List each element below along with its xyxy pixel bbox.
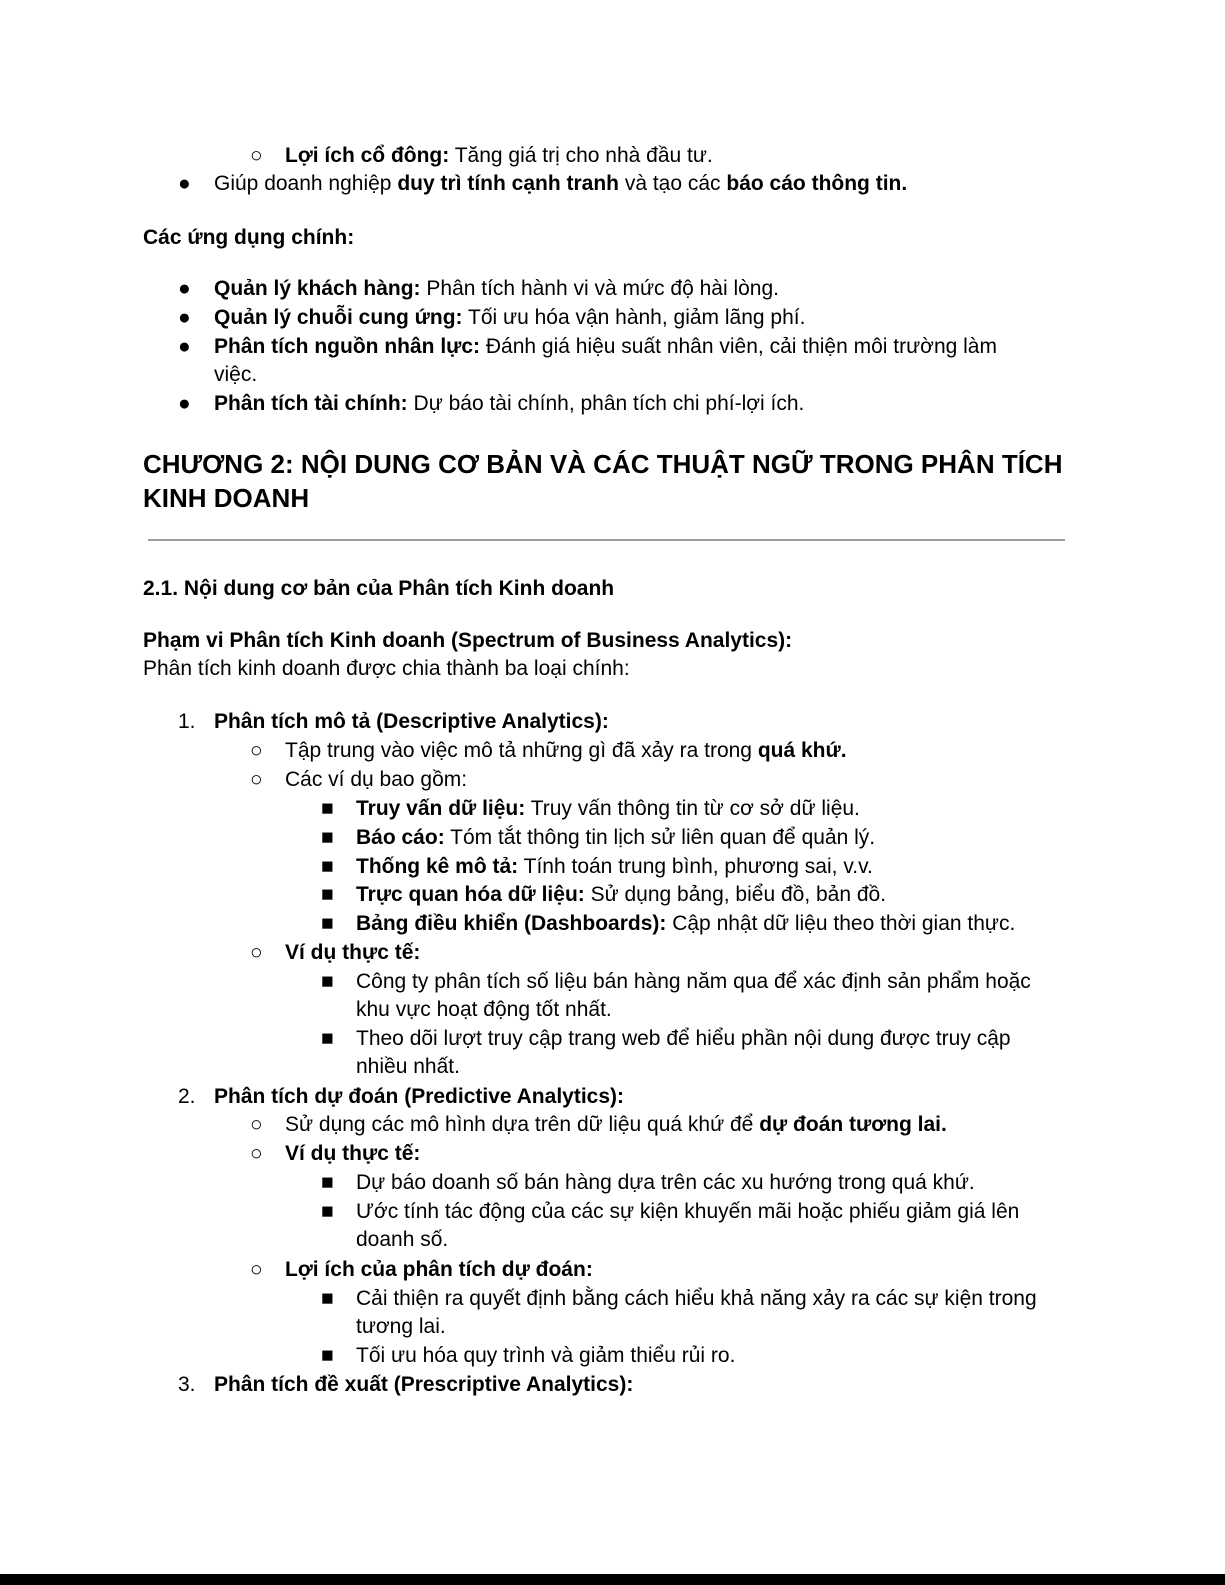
square-bullet-icon: ■ <box>321 855 334 878</box>
spectrum-intro: Phân tích kinh doanh được chia thành ba loại chính: <box>143 657 630 680</box>
example-item <box>356 795 860 823</box>
hollow-bullet-icon: ○ <box>250 1258 263 1281</box>
realworld-item-line: Dự báo doanh số bán hàng dựa trên các xu hướng trong quá khứ. <box>356 1171 975 1194</box>
term-description: Sử dụng bảng, biểu đồ, bản đồ. <box>584 883 887 906</box>
descriptive-title: Phân tích mô tả (Descriptive Analytics): <box>214 710 609 733</box>
list-number: 1. <box>178 710 196 733</box>
term-label: Lợi ích cổ đông: <box>285 144 450 167</box>
term-label: Báo cáo: <box>356 826 445 849</box>
bold-fragment: dự đoán tương lai. <box>759 1113 947 1136</box>
term-description: Tối ưu hóa vận hành, giảm lãng phí. <box>462 306 806 329</box>
hollow-bullet-icon: ○ <box>250 768 263 791</box>
bullet-icon: ● <box>178 277 191 300</box>
descriptive-examples-label: Các ví dụ bao gồm: <box>285 768 468 791</box>
term-description: Phân tích hành vi và mức độ hài lòng. <box>420 277 779 300</box>
example-item <box>356 910 1015 938</box>
term-label: Phân tích tài chính: <box>214 392 408 415</box>
term-label: Trực quan hóa dữ liệu: <box>356 883 585 906</box>
predictive-use <box>285 1111 947 1139</box>
hollow-bullet-icon: ○ <box>250 144 263 167</box>
chapter-heading-line-1: CHƯƠNG 2: NỘI DUNG CƠ BẢN VÀ CÁC THUẬT NGỮ TRONG PHÂN TÍCH <box>143 449 1063 479</box>
term-label: Bảng điều khiển (Dashboards): <box>356 912 667 935</box>
realworld-item-line: khu vực hoạt động tốt nhất. <box>356 998 612 1021</box>
realworld-item-line: Theo dõi lượt truy cập trang web để hiểu phần nội dung được truy cập <box>356 1027 1011 1050</box>
list-item-shareholder-benefit <box>285 142 713 170</box>
term-label: Thống kê mô tả: <box>356 855 519 878</box>
term-label: Quản lý chuỗi cung ứng: <box>214 306 463 329</box>
term-description: Truy vấn thông tin từ cơ sở dữ liệu. <box>525 797 860 820</box>
section-title: 2.1. Nội dung cơ bản của Phân tích Kinh doanh <box>143 577 615 600</box>
hollow-bullet-icon: ○ <box>250 739 263 762</box>
bold-fragment: báo cáo thông tin. <box>726 172 908 195</box>
spectrum-title: Phạm vi Phân tích Kinh doanh (Spectrum of Business Analytics): <box>143 629 793 652</box>
square-bullet-icon: ■ <box>321 1287 334 1310</box>
bullet-icon: ● <box>178 392 191 415</box>
predictive-title: Phân tích dự đoán (Predictive Analytics): <box>214 1085 625 1108</box>
realworld-item-line: doanh số. <box>356 1228 449 1251</box>
term-label: Phân tích nguồn nhân lực: <box>214 335 481 358</box>
term-description: Đánh giá hiệu suất nhân viên, cải thiện môi trường làm <box>480 335 997 358</box>
application-item-finance <box>214 390 804 418</box>
term-description: Tóm tắt thông tin lịch sử liên quan để quản lý. <box>444 826 876 849</box>
application-item-supply-chain <box>214 304 805 332</box>
descriptive-realworld-label: Ví dụ thực tế: <box>285 941 421 964</box>
example-item <box>356 881 886 909</box>
prescriptive-title: Phân tích đề xuất (Prescriptive Analytics): <box>214 1373 634 1396</box>
hollow-bullet-icon: ○ <box>250 941 263 964</box>
bullet-icon: ● <box>178 335 191 358</box>
application-item-hr-continuation: việc. <box>214 363 258 386</box>
horizontal-divider <box>148 539 1065 541</box>
predictive-realworld-label: Ví dụ thực tế: <box>285 1142 421 1165</box>
hollow-bullet-icon: ○ <box>250 1142 263 1165</box>
chapter-heading-line-2: KINH DOANH <box>143 483 310 513</box>
square-bullet-icon: ■ <box>321 883 334 906</box>
term-description: Tính toán trung bình, phương sai, v.v. <box>518 855 873 878</box>
text-fragment: Sử dụng các mô hình dựa trên dữ liệu quá khứ để <box>285 1113 760 1136</box>
square-bullet-icon: ■ <box>321 1344 334 1367</box>
application-item-customer <box>214 275 779 303</box>
square-bullet-icon: ■ <box>321 912 334 935</box>
term-description: Cập nhật dữ liệu theo thời gian thực. <box>666 912 1016 935</box>
text-fragment: Giúp doanh nghiệp <box>214 172 398 195</box>
application-item-hr <box>214 333 997 361</box>
example-item <box>356 853 873 881</box>
square-bullet-icon: ■ <box>321 1200 334 1223</box>
bullet-icon: ● <box>178 306 191 329</box>
term-label: Truy vấn dữ liệu: <box>356 797 526 820</box>
list-number: 3. <box>178 1373 196 1396</box>
hollow-bullet-icon: ○ <box>250 1113 263 1136</box>
text-fragment: và tạo các <box>619 172 727 195</box>
list-number: 2. <box>178 1085 196 1108</box>
predictive-benefits-label: Lợi ích của phân tích dự đoán: <box>285 1258 593 1281</box>
text-fragment: Tập trung vào việc mô tả những gì đã xảy ra trong <box>285 739 758 762</box>
square-bullet-icon: ■ <box>321 826 334 849</box>
square-bullet-icon: ■ <box>321 797 334 820</box>
page-bottom-edge <box>0 1574 1225 1585</box>
bold-fragment: quá khứ. <box>757 739 847 762</box>
square-bullet-icon: ■ <box>321 1027 334 1050</box>
realworld-item-line: Ước tính tác động của các sự kiện khuyến mãi hoặc phiếu giảm giá lên <box>356 1200 1020 1223</box>
term-description: Dự báo tài chính, phân tích chi phí-lợi ích. <box>407 392 805 415</box>
term-description: Tăng giá trị cho nhà đầu tư. <box>449 144 713 167</box>
list-item-competitive <box>214 170 907 198</box>
realworld-item-line: nhiều nhất. <box>356 1055 460 1078</box>
benefit-item-line: tương lai. <box>356 1315 446 1338</box>
square-bullet-icon: ■ <box>321 1171 334 1194</box>
descriptive-focus <box>285 737 847 765</box>
square-bullet-icon: ■ <box>321 970 334 993</box>
bullet-icon: ● <box>178 172 191 195</box>
term-label: Quản lý khách hàng: <box>214 277 421 300</box>
applications-title: Các ứng dụng chính: <box>143 226 355 249</box>
bold-fragment: duy trì tính cạnh tranh <box>397 172 619 195</box>
benefit-item-line: Tối ưu hóa quy trình và giảm thiểu rủi ro. <box>356 1344 736 1367</box>
benefit-item-line: Cải thiện ra quyết định bằng cách hiểu khả năng xảy ra các sự kiện trong <box>356 1287 1037 1310</box>
example-item <box>356 824 875 852</box>
realworld-item-line: Công ty phân tích số liệu bán hàng năm qua để xác định sản phẩm hoặc <box>356 970 1031 993</box>
